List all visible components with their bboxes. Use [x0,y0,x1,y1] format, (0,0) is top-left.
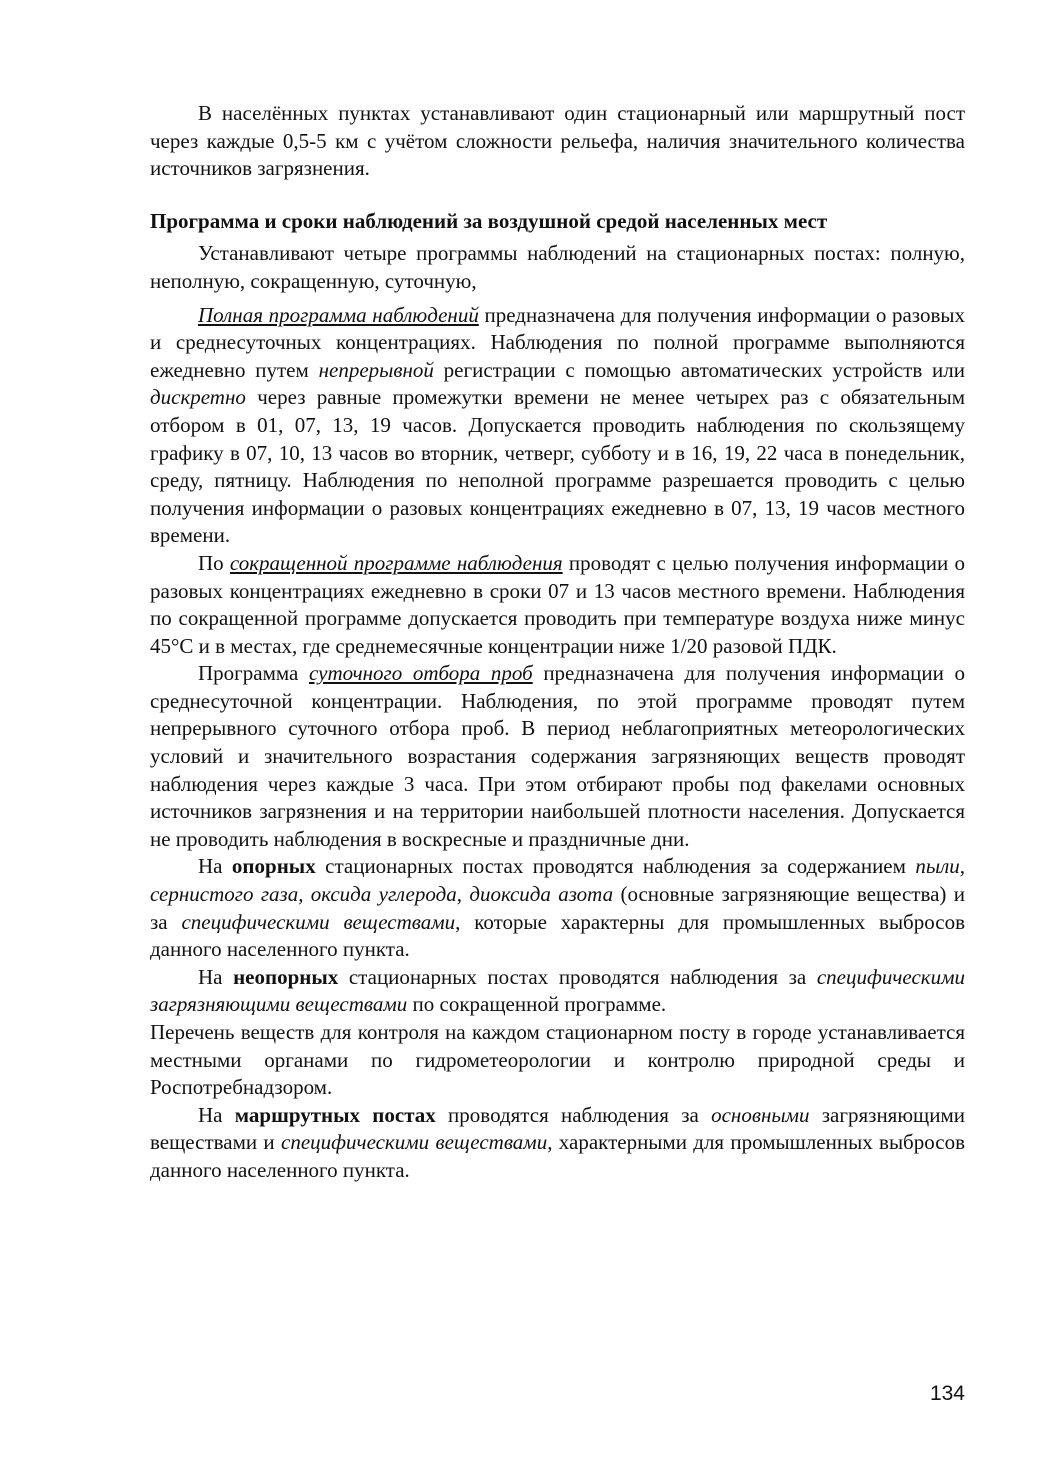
text-run: По [198,550,230,575]
text-run: стационарных постах проводятся наблюдения за содержанием [315,854,916,879]
text-run: Программа [198,661,309,686]
italic-run: специфическими загрязняющими веществами [150,964,965,1017]
term-full-program: Полная программа наблюдений [198,302,479,327]
paragraph-daily-program [150,660,965,853]
text-run: по сокращенной программе. [407,992,667,1017]
paragraph-nonreference-posts [150,964,965,1019]
text-run: (основные загрязняющие вещества) и за [150,882,966,934]
text-run: На [198,1102,235,1127]
text-run: регистрации с помощью автоматических устройств или [433,357,965,382]
text-run: проводятся наблюдения за [435,1102,712,1127]
text-run: , характерными для промышленных выбросов данного населенного пункта. [150,1130,965,1182]
text-run: проводят с целью получения информации о разовых концентрациях ежедневно в сроки 07 и 13 часов местного времени. Наблюдения по сокращенной программе допускается проводить при температуре воздуха ниже минус 45°С и в местах, где среднемесячные концентрации ниже 1/20 разовой ПДК. [150,550,965,658]
text-run: На [198,964,234,989]
text-run: загрязняющими веществами и [150,1102,965,1155]
italic-run: непрерывной [318,357,434,382]
term-daily-sampling: суточного отбора проб [308,661,533,686]
paragraph-text: В населённых пунктах устанавливают один стационарный или маршрутный пост через каждые 0,5-5 км с учётом сложности рельефа, наличия значительного количества источников загрязнения. [150,101,965,181]
section-heading: Программа и сроки наблюдений за воздушной средой населенных мест [150,208,828,233]
text-run: , которые характерны для промышленных выбросов данного населенного пункта. [150,909,965,962]
paragraph-text: Перечень веществ для контроля на каждом стационарном посту в городе устанавливается местными органами по гидрометеорологии и контролю природной среды и Роспотребнадзором. [150,1020,965,1100]
paragraph-reference-posts [150,853,965,963]
italic-run: дискретно [150,385,246,410]
paragraph-reduced-program [150,550,965,660]
paragraph-posts-distance [150,100,965,183]
term-reduced-program: сокращенной программе наблюдения [229,550,563,575]
text-run: предназначена для получения информации о разовых и среднесуточных концентрациях. Наблюдения по полной программе выполняются ежедневно путем [150,302,965,382]
italic-run: пыли, сернистого газа, оксида углерода, диоксида азота [150,854,965,907]
italic-run: специфическими веществами [181,909,456,934]
bold-run: маршрутных постах [234,1102,436,1127]
paragraph-text: Устанавливают четыре программы наблюдений на стационарных постах: полную, неполную, сокращенную, суточную, [150,241,965,293]
page-content [150,100,965,1185]
bold-run: опорных [231,854,316,879]
bold-run: неопорных [233,964,339,989]
paragraph-route-posts [150,1102,965,1185]
text-run: На [198,854,232,879]
paragraph-four-programs [150,240,965,295]
text-run: предназначена для получения информации о среднесуточной концентрации. Наблюдения, по этой программе проводят путем непрерывного суточного отбора проб. В период неблагоприятных метеорологических условий и значительного возрастания содержания загрязняющих веществ проводят наблюдения через каждые 3 часа. При этом отбирают пробы под факелами основных источников загрязнения и на территории наибольшей плотности населения. Допускается не проводить наблюдения в воскресные и праздничные дни. [150,661,965,851]
italic-run: основными [711,1102,810,1127]
italic-run: специфическими веществами [281,1130,548,1155]
page-number: 134 [929,1382,965,1405]
paragraph-full-program [150,302,965,550]
paragraph-substance-list [150,1019,965,1102]
text-run: стационарных постах проводятся наблюдения за [338,964,817,989]
text-run: через равные промежутки времени не менее четырех раз с обязательным отбором в 01, 07, 13, 19 часов. Допускается проводить наблюдения по скользящему графику в 07, 10, 13 часов во вторник, четверг, субботу и в 16, 19, 22 часа в понедельник, среду, пятницу. Наблюдения по неполной программе разрешается проводить с целью получения информации о разовых концентрациях ежедневно в 07, 13, 19 часов местного времени. [150,385,965,548]
